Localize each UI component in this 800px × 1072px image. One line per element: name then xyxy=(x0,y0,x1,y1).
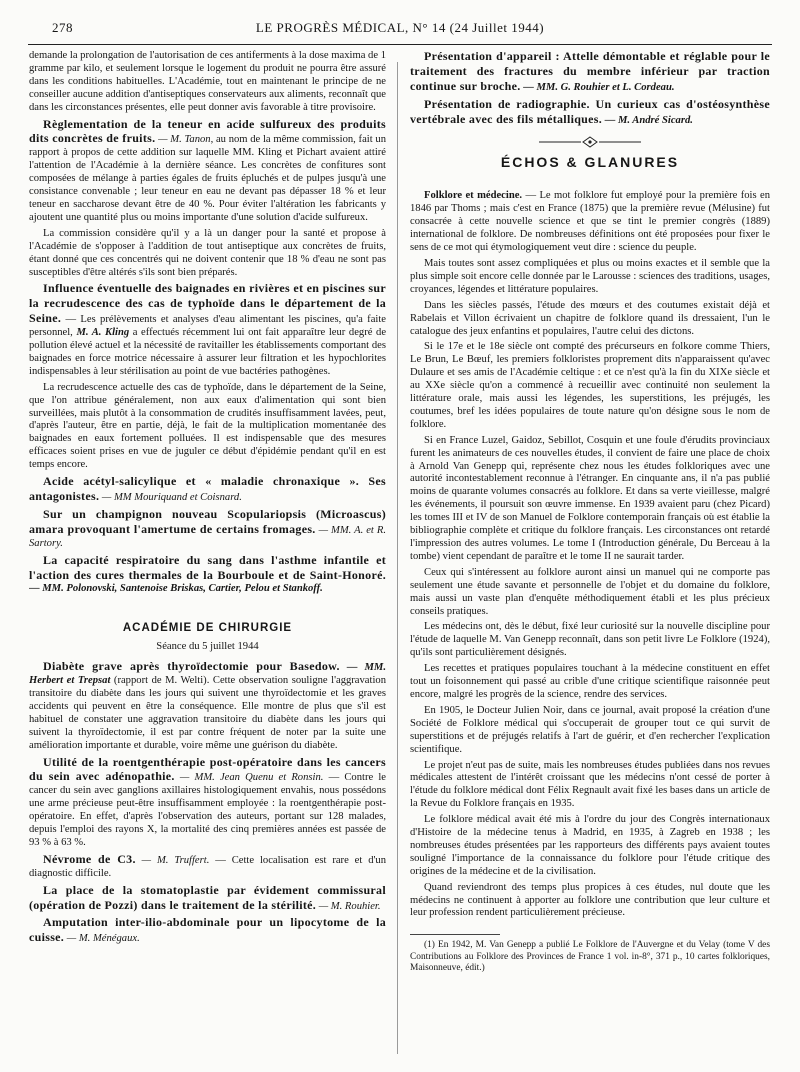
paragraph: Névrome de C3. — M. Truffert. — Cette localisation est rare et d'un diagnostic difficile. xyxy=(29,851,386,879)
header-rule xyxy=(28,44,772,45)
paragraph: En 1905, le Docteur Julien Noir, dans ce journal, avait proposé la création d'une Société de Folklore médical qui s'occuperait de grouper tout ce qui survit de superstitions et de préjugés relatifs à l'art de guérir, et d'en rechercher l'explication scientifique. xyxy=(410,704,770,755)
paragraph: La place de la stomatoplastie par évidement commissural (opération de Pozzi) dans le traitement de la stérilité. — M. Rouhier. xyxy=(29,882,386,912)
paragraph: Acide acétyl-salicylique et « maladie chronaxique ». Ses antagonistes. — MM Mouriquand et Coisnard. xyxy=(29,474,386,503)
paragraph: Le folklore médical avait été mis à l'ordre du jour des Congrès internationaux d'Histoire de la médecine tenus à Madrid, en 1935, à Zagreb en 1938 ; les nombreuses études présentées par les rapporteurs des différents pays avaient toutes souligné l'importance de la connaissance du folklore pour l'étude critique des origines de la médecine et de la civilisation. xyxy=(410,814,770,877)
paragraph: Ceux qui s'intéressent au folklore auront ainsi un manuel qui ne comporte pas seulement une étude savante et personnelle de l'objet et du domaine du folklore, mais aussi un vaste plan d'enquête méthodiquement établi et les plus précieux conseils pratiques. xyxy=(410,566,770,617)
paragraph: demande la prolongation de l'autorisation de ces antiferments à la dose maxima de 1 gramme par kilo, et seulement lorsque le logement du produit ne pourra être assuré dans les conditions habituelles. L'Académie, tout en maintenant le principe de ne conseiller aucune addition d'antiseptiques conservateurs aux aliments, reconnaît que dans les circonstances présentes, elle peut donner avis favorable à titre provisoire. xyxy=(29,50,386,113)
paragraph: La commission considère qu'il y a là un danger pour la santé et propose à l'Académie de s'opposer à l'addition de tout antiseptique aux concrètes de fruits, étant donné que ces concentrés qui ne doivent contenir que 18 % d'eau ne sont pas susceptibles d'être altérés s'ils sont bien préparés. xyxy=(29,227,386,278)
paragraph: Mais toutes sont assez compliquées et plus ou moins exactes et il semble que la plus simple soit encore celle donnée par le Larousse : sciences des traditions, usages, croyances, légendes et littérature populaires. xyxy=(410,257,770,295)
paragraph: Influence éventuelle des baignades en rivières et en piscines sur la recrudescence des cas de typhoïde dans le département de la Seine. — Les prélèvements et analyses d'eau alimentant les piscines, qu'a faite personnel, M. A. Kling a effectués récemment lui ont fait apparaître leur degré de pollution élevé actuel et la nécessité de ravitailler les établissements comportant des baignades en force motrice nécessaire à assurer leur filtration et les hypochlorites indispensables à leur stérilisation au point de vue bactéries pathogènes. xyxy=(29,281,386,377)
paragraph: La recrudescence actuelle des cas de typhoïde, dans le département de la Seine, que l'on attribue généralement, non aux eaux d'alimentation qui sont bien surveillées, mais plutôt à la consommation de crudités insuffisamment lavées, peut, d'après l'auteur, être en partie, déjà, le fait de la multiplication momentanée des baignades en eaux fortement polluées. Il est indispensable que des mesures efficaces soient prises en vue de juguler ce début d'épidémie pendant qu'il en est temps encore. xyxy=(29,381,386,471)
paragraph: Présentation de radiographie. Un curieux cas d'ostéosynthèse vertébrale avec des fils métalliques. — M. André Sicard. xyxy=(410,96,770,126)
paragraph: Les médecins ont, dès le début, fixé leur curiosité sur la nouvelle discipline pour l'étude de laquelle M. Van Genepp reconnaît, dans son petit livre Le Folklore (1924), qu'ils sont particulièrement désignés. xyxy=(410,621,770,659)
section-heading: ÉCHOS & GLANURES xyxy=(500,153,680,170)
right-column xyxy=(410,50,770,1056)
page-header xyxy=(52,18,748,38)
paragraph: Utilité de la roentgenthérapie post-opératoire dans les cancers du sein avec adénopathie. — MM. Jean Quenu et Ronsin. — Contre le cancer du sein avec ganglions axillaires histologiquement envahis, nous possédons une arme précieuse peut-être insuffisamment employée : la roentgenthérapie post-opératoire. En effet, d'après l'observation des auteurs, portant sur 128 malades, depuis l'emploi des rayons X, la mortalité des cinq premières années est passée de 93 % à 63 %. xyxy=(29,754,386,848)
footnote: (1) En 1942, M. Van Genepp a publié Le Folklore de l'Auvergne et du Velay (tome V des Contributions au Folklore des Provinces de France 1 vol. in-8°, 371 p., 10 cartes folkloriques, Maisonneuve, édit.) xyxy=(410,940,770,973)
paragraph: Le projet n'eut pas de suite, mais les nombreuses études publiées dans nos revues médicales attestent de l'intérêt croissant que les médecins n'ont cessé de porter à l'étude du folklore médical dont Félix Regnault avait fixé les bases dans un article de la Revue du Folklore français en 1935. xyxy=(410,759,770,810)
paragraph: Les recettes et pratiques populaires touchant à la médecine constituent en effet tout un foisonnement qui passé au crible d'une critique scientifique raisonnée peut encore, malgré les progrès de la science, rendre des services. xyxy=(410,663,770,700)
ornament-divider-icon xyxy=(410,136,770,150)
paragraph: Amputation inter-ilio-abdominale pour un lipocytome de la cuisse. — M. Ménégaux. xyxy=(29,915,386,945)
paragraph: La capacité respiratoire du sang dans l'asthme infantile et l'action des cures thermales de la Bourboule et de Saint-Honoré. — MM. Polonovski, Santenoise Briskas, Cartier, Pelou et Stankoff. xyxy=(29,552,386,595)
column-divider xyxy=(397,62,398,1054)
paragraph: Dans les siècles passés, l'étude des mœurs et des coutumes existait déjà et Rabelais et Villon écrivaient un chapitre de folklore quand ils dressaient, l'un le catalogue des jeux enfantins et populaires, l'autre celui des dictons. xyxy=(410,299,770,337)
paragraph: Règlementation de la teneur en acide sulfureux des produits dits concrètes de fruits. — M. Tanon, au nom de la même commission, fait un rapport à propos de cette addition sur laquelle MM. Kling et Pichart avaient attiré l'attention de l'Académie à la dernière séance. Les concrètes de confitures sont composées de mélange à parties égales de fruits épluchés et de pulpes jusqu'à une consistance convenable ; leur teneur en eau ne devant pas dépasser 18 % et leur teneur en saccharose devant être de 40 %. Pour éviter l'altération les fabricants y ajoutent une quantité plus ou moins importante d'une solution d'acide sulfureux. xyxy=(29,116,386,223)
paragraph: Diabète grave après thyroïdectomie pour Basedow. — MM. Herbert et Trepsat (rapport de M. Welti). Cette observation souligne l'aggravation transitoire du diabète dans les jours qui suivent une thyroïdectomie et les graves accidents qui peuvent en être la conséquence. Elle montre de plus que s'il est habituel de constater une aggravation transitoire du diabète dans les jours qui suivent la thyroïdectomie, il est par contre fréquent de noter par la suite une amélioration importante et durable, voire même une guérison du diabète. xyxy=(29,659,386,751)
section-heading: ACADÉMIE DE CHIRURGIE xyxy=(122,622,293,635)
section-subheading: Séance du 5 juillet 1944 xyxy=(156,641,259,653)
paragraph: Sur un champignon nouveau Scopulariopsis (Microascus) amara provoquant l'amertume de certains fromages. — MM. A. et R. Sartory. xyxy=(29,506,386,549)
paragraph: Si le 17e et le 18e siècle ont compté des précurseurs en folkore comme Thiers, Le Brun, Le Bœuf, les premiers folkloristes proprement dits n'apparaissent qu'avec Dulaure et ses amis de l'Académie celtique : et ce n'est qu'à la fin du XIXe siècle et au XXe siècle qu'on a commencé à recueillir avec continuité non seulement la littérature orale, mais aussi les légendes, les superstitions, les préjugés, les coutumes, bref les idées populaires de toute nature qu'on désigne sous le nom de folklore. xyxy=(410,341,770,430)
page-number: 278 xyxy=(52,20,73,35)
journal-title: LE PROGRÈS MÉDICAL, N° 14 (24 Juillet 1944) xyxy=(255,20,545,35)
paragraph: Présentation d'appareil : Attelle démontable et réglable pour le traitement des fractures du membre inférieur par traction continue sur broche. — MM. G. Rouhier et L. Cordeau. xyxy=(410,50,770,93)
paragraph: Folklore et médecine. — Le mot folklore fut employé pour la première fois en 1846 par Thoms ; mais c'est en France (1875) que la première revue (Mélusine) fut consacrée à cette nouvelle science et que se tint le premier congrès (1889) international de folklore. De nombreuses définitions ont été proposées pour fixer le sens de ce mot qui étymologiquement veut dire : science du peuple. xyxy=(410,190,770,254)
footnote-rule xyxy=(410,934,500,935)
left-column xyxy=(29,50,386,1056)
paragraph: Quand reviendront des temps plus propices à ces études, nul doute que les médecins ne continuent à apporter au folklore une contribution que leur culture et leur profession rendent particulièrement précieuse. xyxy=(410,881,770,919)
paragraph: Si en France Luzel, Gaidoz, Sebillot, Cosquin et une foule d'érudits provinciaux furent les animateurs de ces nouvelles études, il convient de faire une place de choix à Arnold Van Genepp qui, représente chez nous les études folkloriques avec une autorité incontestablement reconnue à l'étranger. En cinquante ans, il n'a pas publié moins de quarante volumes consacrés au folklore. Et dans sa verte vieillesse, malgré les événements, il poursuit son œuvre immense. En 1939 avaient paru (chez Picard) les tomes III et IV de son Manuel de Folklore contemporain français où est établie la bibliographie complète et critique du folklore français. Les circonstances ont retardé l'impression des autres volumes. Le tome I (Introduction générale, Du Berceau à la tombe) vient cependant de paraître et le tome II ne saurait tarder. xyxy=(410,434,770,562)
